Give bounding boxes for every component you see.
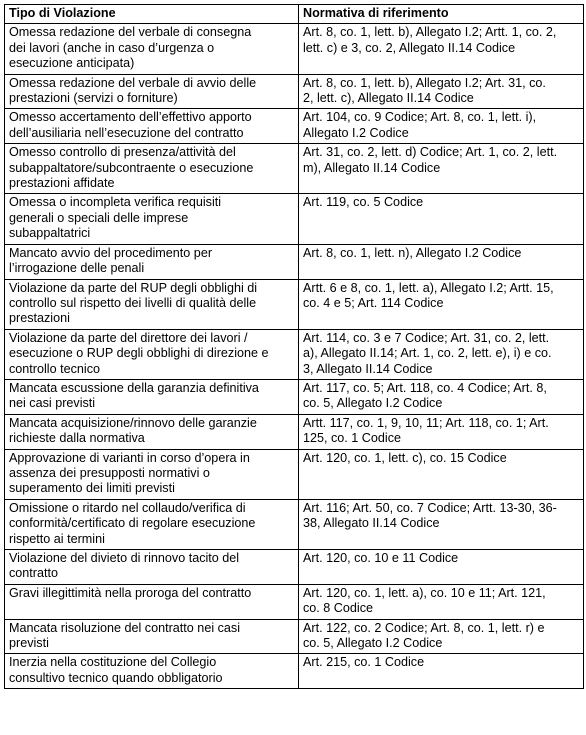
violation-type-cell: Mancato avvio del procedimento per l’irrogazione delle penali <box>5 244 299 279</box>
table-row <box>5 279 584 329</box>
table-row <box>5 244 584 279</box>
regulation-reference-cell: Art. 120, co. 1, lett. c), co. 15 Codice <box>299 449 584 499</box>
regulation-reference-cell: Art. 31, co. 2, lett. d) Codice; Art. 1, co. 2, lett. m), Allegato II.14 Codice <box>299 144 584 194</box>
table-row <box>5 414 584 449</box>
regulation-reference-cell: Art. 116; Art. 50, co. 7 Codice; Artt. 13-30, 36- 38, Allegato II.14 Codice <box>299 499 584 549</box>
table-row <box>5 194 584 244</box>
violation-type-cell: Violazione del divieto di rinnovo tacito del contratto <box>5 550 299 585</box>
regulation-reference-cell: Art. 8, co. 1, lett. b), Allegato I.2; Art. 31, co. 2, lett. c), Allegato II.14 Codice <box>299 74 584 109</box>
table-row <box>5 329 584 379</box>
table-row <box>5 109 584 144</box>
regulation-reference-cell: Art. 120, co. 10 e 11 Codice <box>299 550 584 585</box>
table-row <box>5 74 584 109</box>
violation-type-cell: Mancata escussione della garanzia definitiva nei casi previsti <box>5 379 299 414</box>
violation-type-cell: Approvazione di varianti in corso d’opera in assenza dei presupposti normativi o superamento dei limiti previsti <box>5 449 299 499</box>
table-header-row <box>5 5 584 24</box>
regulation-reference-cell: Art. 8, co. 1, lett. n), Allegato I.2 Codice <box>299 244 584 279</box>
violation-type-cell: Omessa o incompleta verifica requisiti generali o speciali delle imprese subappaltatrici <box>5 194 299 244</box>
violation-type-cell: Mancata acquisizione/rinnovo delle garanzie richieste dalla normativa <box>5 414 299 449</box>
violation-type-cell: Omesso controllo di presenza/attività del subappaltatore/subcontraente o esecuzione prestazioni affidate <box>5 144 299 194</box>
violation-type-cell: Violazione da parte del direttore dei lavori / esecuzione o RUP degli obblighi di direzione e controllo tecnico <box>5 329 299 379</box>
table-row <box>5 144 584 194</box>
violation-type-cell: Omessa redazione del verbale di consegna dei lavori (anche in caso d’urgenza o esecuzione anticipata) <box>5 24 299 74</box>
regulation-reference-cell: Art. 119, co. 5 Codice <box>299 194 584 244</box>
violations-table-container <box>4 4 583 689</box>
violation-type-cell: Omissione o ritardo nel collaudo/verifica di conformità/certificato di regolare esecuzione rispetto ai termini <box>5 499 299 549</box>
table-row <box>5 499 584 549</box>
table-row <box>5 550 584 585</box>
violation-type-cell: Omessa redazione del verbale di avvio delle prestazioni (servizi o forniture) <box>5 74 299 109</box>
violation-type-cell: Omesso accertamento dell’effettivo apporto dell’ausiliaria nell’esecuzione del contratto <box>5 109 299 144</box>
regulation-reference-cell: Art. 215, co. 1 Codice <box>299 654 584 689</box>
violation-type-cell: Violazione da parte del RUP degli obblighi di controllo sul rispetto dei livelli di qualità delle prestazioni <box>5 279 299 329</box>
violations-table <box>4 4 584 689</box>
table-row <box>5 654 584 689</box>
table-row <box>5 584 584 619</box>
table-row <box>5 24 584 74</box>
regulation-reference-cell: Art. 114, co. 3 e 7 Codice; Art. 31, co. 2, lett. a), Allegato II.14; Art. 1, co. 2, lett. e), i) e co. 3, Allegato II.14 Codice <box>299 329 584 379</box>
regulation-reference-cell: Art. 104, co. 9 Codice; Art. 8, co. 1, lett. i), Allegato I.2 Codice <box>299 109 584 144</box>
table-row <box>5 449 584 499</box>
regulation-reference-cell: Art. 120, co. 1, lett. a), co. 10 e 11; Art. 121, co. 8 Codice <box>299 584 584 619</box>
header-tipo-violazione: Tipo di Violazione <box>5 5 299 24</box>
violation-type-cell: Mancata risoluzione del contratto nei casi previsti <box>5 619 299 654</box>
table-body <box>5 24 584 689</box>
violation-type-cell: Inerzia nella costituzione del Collegio consultivo tecnico quando obbligatorio <box>5 654 299 689</box>
header-normativa-riferimento: Normativa di riferimento <box>299 5 584 24</box>
regulation-reference-cell: Artt. 117, co. 1, 9, 10, 11; Art. 118, co. 1; Art. 125, co. 1 Codice <box>299 414 584 449</box>
table-row <box>5 619 584 654</box>
table-row <box>5 379 584 414</box>
regulation-reference-cell: Art. 122, co. 2 Codice; Art. 8, co. 1, lett. r) e co. 5, Allegato I.2 Codice <box>299 619 584 654</box>
regulation-reference-cell: Art. 8, co. 1, lett. b), Allegato I.2; Artt. 1, co. 2, lett. c) e 3, co. 2, Allegato II.14 Codice <box>299 24 584 74</box>
violation-type-cell: Gravi illegittimità nella proroga del contratto <box>5 584 299 619</box>
regulation-reference-cell: Art. 117, co. 5; Art. 118, co. 4 Codice; Art. 8, co. 5, Allegato I.2 Codice <box>299 379 584 414</box>
regulation-reference-cell: Artt. 6 e 8, co. 1, lett. a), Allegato I.2; Artt. 15, co. 4 e 5; Art. 114 Codice <box>299 279 584 329</box>
